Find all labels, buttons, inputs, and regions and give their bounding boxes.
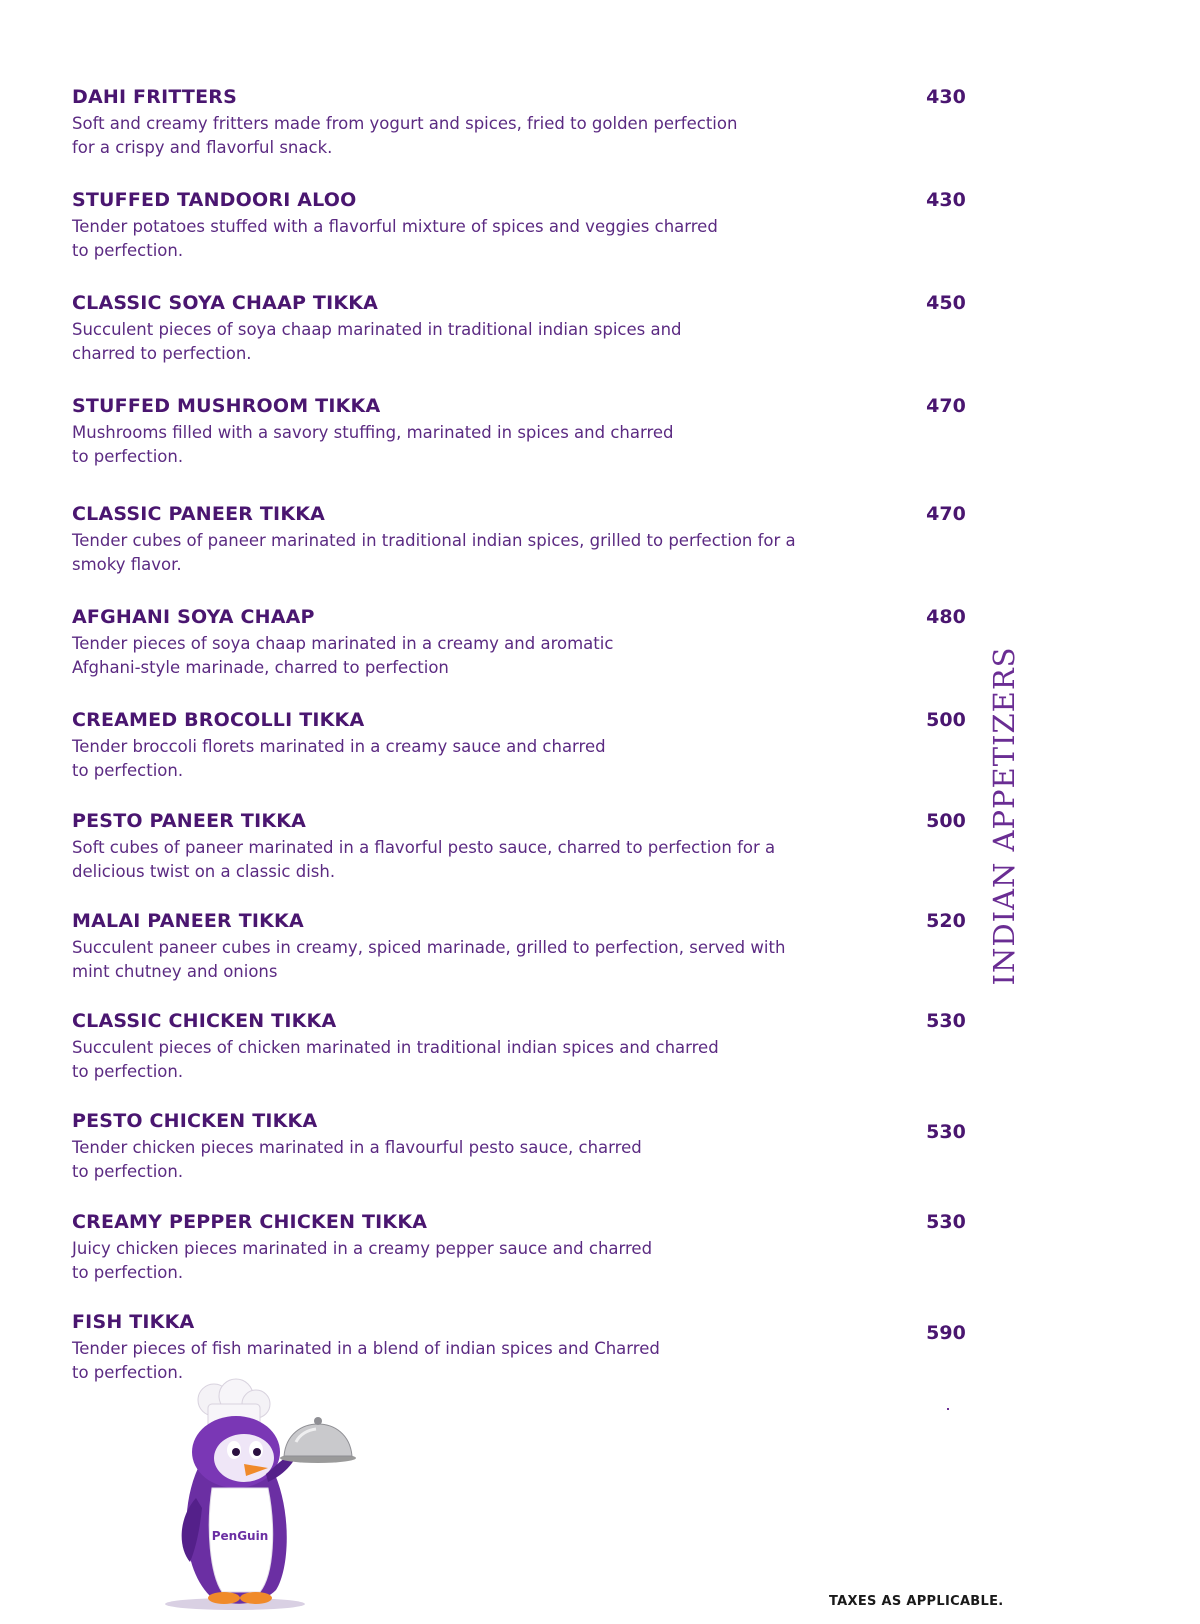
item-description: Juicy chicken pieces marinated in a creamy pepper sauce and charred to perfection.	[72, 1239, 653, 1282]
item-name: FISH TIKKA	[72, 1311, 195, 1333]
item-name: CLASSIC SOYA CHAAP TIKKA	[72, 292, 379, 314]
item-price: 530	[926, 1010, 966, 1032]
item-description: Mushrooms filled with a savory stuffing, marinated in spices and charred to perfection.	[72, 423, 674, 466]
item-name: STUFFED MUSHROOM TIKKA	[72, 395, 381, 417]
item-price: 430	[926, 189, 966, 211]
item-price: 470	[926, 395, 966, 417]
item-price: 480	[926, 606, 966, 628]
item-name: CLASSIC PANEER TIKKA	[72, 503, 326, 525]
item-price: 500	[926, 810, 966, 832]
item-price: 450	[926, 292, 966, 314]
item-description: Succulent pieces of chicken marinated in traditional indian spices and charred to perfection.	[72, 1038, 719, 1081]
item-price: 520	[926, 910, 966, 932]
taxes-note: TAXES AS APPLICABLE.	[829, 1594, 1004, 1609]
item-description: Soft cubes of paneer marinated in a flavorful pesto sauce, charred to perfection for a delicious twist on a classic dish.	[72, 838, 776, 881]
item-description: Succulent pieces of soya chaap marinated in traditional indian spices and charred to perfection.	[72, 320, 682, 363]
item-price: 430	[926, 86, 966, 108]
item-price: 530	[926, 1121, 966, 1143]
section-title: INDIAN APPETIZERS	[987, 646, 1021, 986]
item-description: Tender pieces of fish marinated in a blend of indian spices and Charred to perfection.	[72, 1339, 660, 1382]
item-price: 590	[926, 1322, 966, 1344]
item-name: MALAI PANEER TIKKA	[72, 910, 304, 932]
item-price: 470	[926, 503, 966, 525]
item-description: Soft and creamy fritters made from yogurt and spices, fried to golden perfection for a crispy and flavorful snack.	[72, 114, 738, 157]
item-name: CREAMED BROCOLLI TIKKA	[72, 709, 365, 731]
item-description: Tender broccoli florets marinated in a creamy sauce and charred to perfection.	[72, 737, 606, 780]
item-name: PESTO CHICKEN TIKKA	[72, 1110, 318, 1132]
mascot-logo-text: PenGuin	[211, 1529, 269, 1543]
item-name: AFGHANI SOYA CHAAP	[72, 606, 315, 628]
item-name: PESTO PANEER TIKKA	[72, 810, 307, 832]
item-description: Tender pieces of soya chaap marinated in a creamy and aromatic Afghani-style marinade, charred to perfection	[72, 634, 614, 677]
item-name: CLASSIC CHICKEN TIKKA	[72, 1010, 337, 1032]
decorative-dot	[947, 1408, 949, 1410]
item-price: 500	[926, 709, 966, 731]
item-description: Tender potatoes stuffed with a flavorful mixture of spices and veggies charred to perfection.	[72, 217, 718, 260]
item-name: CREAMY PEPPER CHICKEN TIKKA	[72, 1211, 428, 1233]
item-name: STUFFED TANDOORI ALOO	[72, 189, 357, 211]
item-price: 530	[926, 1211, 966, 1233]
item-name: DAHI FRITTERS	[72, 86, 237, 108]
item-description: Succulent paneer cubes in creamy, spiced marinade, grilled to perfection, served with mint chutney and onions	[72, 938, 786, 981]
penguin-chef-mascot	[140, 1378, 380, 1618]
item-description: Tender chicken pieces marinated in a flavourful pesto sauce, charred to perfection.	[72, 1138, 642, 1181]
serving-cloche-icon	[280, 1417, 356, 1463]
item-description: Tender cubes of paneer marinated in traditional indian spices, grilled to perfection for a smoky flavor.	[72, 531, 796, 574]
